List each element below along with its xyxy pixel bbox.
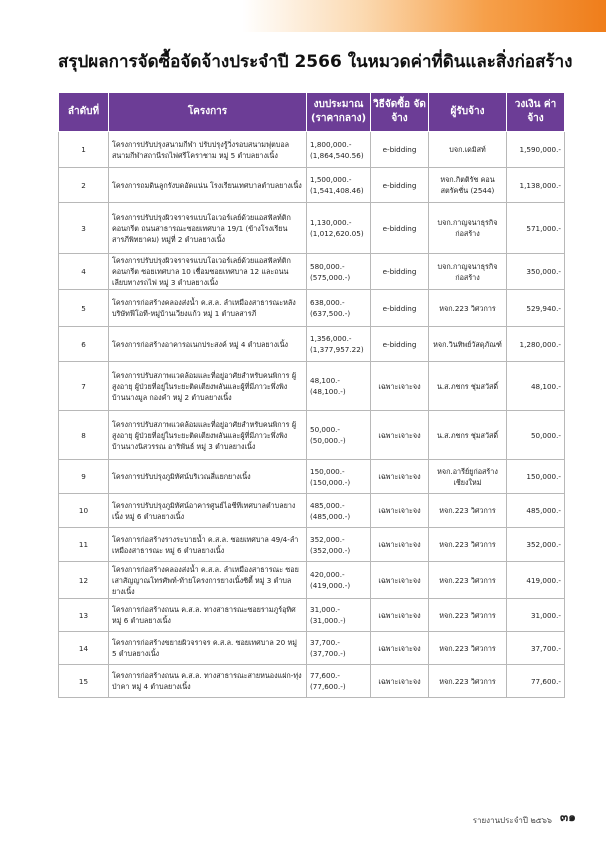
budget-text: 420,000.- [310,570,345,579]
page-title: สรุปผลการจัดซื้อจัดจ้างประจำปี 2566 ในหมวดค่าที่ดินและสิ่งก่อสร้าง [58,52,573,72]
table-row [59,411,565,460]
contractor-text: หจก.223 วิศวการ [439,676,496,686]
procurement-table [58,92,565,698]
row-project [109,599,307,632]
page-number: ๓๑ [560,810,576,824]
row-method [371,327,429,362]
contractor-text: หจก.223 วิศวการ [439,575,496,585]
contractor-text: หจก.223 วิศวการ [439,506,496,515]
table-row [59,528,565,562]
row-budget [307,411,371,460]
row-contractor [429,168,507,203]
row-project [109,203,307,254]
amount-text: 150,000.- [526,472,561,481]
row-number [59,599,109,632]
row-number [59,460,109,494]
budget-text: 352,000.- [310,534,345,544]
amount-text: 419,000.- [526,575,561,585]
row-number-text: 4 [81,267,86,276]
row-amount [507,132,565,168]
project-text: โครงการปรับปรุงภูมิทัศน์บริเวณสี่แยกยางเนิ้ง [112,472,251,481]
amount-text: 1,280,000.- [519,339,561,349]
row-number [59,290,109,327]
row-contractor [429,411,507,460]
row-budget [307,528,371,562]
contractor-text: น.ส.ภชกร ชุ่มสวัสดิ์ [436,430,499,440]
row-number-text: 11 [78,540,89,549]
row-contractor [429,203,507,254]
row-number-text: 12 [78,575,89,585]
contractor-text: หจก.223 วิศวการ [439,610,496,620]
median-price-text: (1,864,540.56) [310,150,364,160]
median-price-text: (77,600.-) [310,682,346,691]
row-budget [307,168,371,203]
row-number-text: 1 [81,145,86,154]
row-method [371,203,429,254]
header-budget: งบประมาณ (ราคากลาง) [307,93,371,132]
budget-text: 580,000.- [310,261,345,271]
contractor-text: บจก.กาญจนาธุรกิจก่อสร้าง [437,218,498,238]
row-number-text: 14 [78,643,89,653]
row-method [371,132,429,168]
contractor-text: หจก.วินทิพย์วัสดุภัณฑ์ [433,339,502,349]
row-project [109,632,307,665]
project-text: โครงการปรับสภาพแวดล้อมและที่อยู่อาศัยสำหรับคนพิการ ผู้สูงอายุ ผู้ป่วยที่อยู่ในระยะติดเตียงพลันและผู้ที่มีภาวะพึ่งพิง บ้านนางนิสวรรณ อาริพันธ์ หมู่ 3 ตำบลยางเนิ้ง [112,419,297,451]
row-amount [507,254,565,290]
row-project [109,528,307,562]
contractor-text: หจก.กิตติรัช คอนสตรัคชั่น (2544) [440,175,495,195]
row-contractor [429,362,507,411]
row-project [109,362,307,411]
row-amount [507,411,565,460]
method-text: เฉพาะเจาะจง [378,575,421,585]
row-number [59,254,109,290]
budget-text: 77,600.- [310,671,341,680]
row-amount [507,327,565,362]
table-row [59,132,565,168]
budget-text: 485,000.- [310,500,345,510]
contractor-text: น.ส.ภชกร ชุ่มสวัสดิ์ [436,381,499,391]
row-budget [307,203,371,254]
row-budget [307,290,371,327]
budget-text: 48,100.- [310,376,341,385]
row-project [109,168,307,203]
method-text: e-bidding [382,145,417,154]
row-budget [307,362,371,411]
contractor-text: บจก.กาญจนาธุรกิจก่อสร้าง [437,261,498,282]
amount-text: 352,000.- [526,540,561,549]
row-number-text: 15 [78,676,89,686]
project-text: โครงการก่อสร้างอาคารอเนกประสงค์ หมู่ 4 ตำบลยางเนิ้ง [112,339,289,349]
contractor-text: หจก.223 วิศวการ [439,303,496,313]
median-price-text: (485,000.-) [310,511,351,521]
row-contractor [429,599,507,632]
method-text: เฉพาะเจาะจง [378,430,421,440]
budget-text: 150,000.- [310,466,345,476]
budget-text: 1,500,000.- [310,175,352,184]
method-text: เฉพาะเจาะจง [378,381,421,391]
project-text: โครงการก่อสร้างคลองส่งน้ำ ค.ส.ล. ลำเหมืองสาธารณะ ซอยเสาสัญญาณโทรศัพท์-ท้ายโครงการยางเนิ้งซิตี้ หมู่ 3 ตำบลยางเนิ้ง [112,564,299,596]
table-row [59,168,565,203]
method-text: เฉพาะเจาะจง [378,610,421,620]
row-project [109,665,307,698]
budget-text: 1,800,000.- [310,139,352,149]
table-body [59,132,565,698]
row-budget [307,254,371,290]
footer-report-label: รายงานประจำปี ๒๕๖๖ [472,816,552,825]
row-number-text: 9 [81,472,86,481]
row-project [109,132,307,168]
row-amount [507,562,565,599]
median-price-text: (352,000.-) [310,545,351,555]
row-number [59,327,109,362]
project-text: โครงการก่อสร้างรางระบายน้ำ ค.ส.ล. ซอยเทศบาล 49/4-ลำเหมืองสาธารณะ หมู่ 6 ตำบลยางเนิ้ง [112,534,299,555]
row-amount [507,665,565,698]
row-method [371,254,429,290]
row-budget [307,632,371,665]
method-text: e-bidding [382,267,417,276]
project-text: โครงการปรับปรุงผิวจราจรแบบโอเวอร์เลย์ด้วยแอสฟัลท์ติกคอนกรีต ถนนสาธารณะซอยเทศบาล 19/1 (ข้างโรงเรียนสารภีพิทยาคม) หมู่ที่ 2 ตำบลยางเนิ้ง [112,212,291,244]
table-row [59,362,565,411]
row-method [371,528,429,562]
header-contractor: ผู้รับจ้าง [429,93,507,132]
table-row [59,460,565,494]
method-text: เฉพาะเจาะจง [378,540,421,549]
budget-text: 37,700.- [310,638,341,647]
median-price-text: (575,000.-) [310,272,351,282]
table-row [59,254,565,290]
row-contractor [429,562,507,599]
row-method [371,599,429,632]
contractor-text: บจก.เดมิสท์ [449,145,486,154]
amount-text: 77,600.- [530,676,561,686]
budget-text: 50,000.- [310,425,341,434]
row-method [371,494,429,528]
row-project [109,562,307,599]
project-text: โครงการปรับปรุงภูมิทัศน์อาคารศูนย์ไอซีทีเทศบาลตำบลยางเนิ้ง หมู่ 6 ตำบลยางเนิ้ง [112,500,296,521]
amount-text: 529,940.- [526,303,561,313]
row-method [371,460,429,494]
table-row [59,327,565,362]
method-text: เฉพาะเจาะจง [378,472,421,481]
budget-text: 638,000.- [310,298,345,307]
row-number-text: 6 [81,339,86,349]
row-amount [507,362,565,411]
project-text: โครงการถมดินลูกรังบดอัดแน่น โรงเรียนเทศบาลตำบลยางเนิ้ง [112,180,302,190]
row-method [371,290,429,327]
median-price-text: (1,541,408.46) [310,186,364,195]
median-price-text: (150,000.-) [310,477,351,487]
row-method [371,362,429,411]
row-contractor [429,132,507,168]
header-amount: วงเงิน ค่าจ้าง [507,93,565,132]
amount-text: 48,100.- [530,381,561,391]
row-number-text: 5 [81,303,86,313]
row-contractor [429,460,507,494]
row-contractor [429,327,507,362]
row-budget [307,132,371,168]
amount-text: 50,000.- [530,430,561,440]
row-budget [307,562,371,599]
median-price-text: (1,377,957.22) [310,345,364,354]
row-amount [507,494,565,528]
table-row [59,632,565,665]
amount-text: 485,000.- [526,506,561,515]
row-method [371,411,429,460]
row-number [59,494,109,528]
method-text: เฉพาะเจาะจง [378,643,421,653]
contractor-text: หจก.223 วิศวการ [439,643,496,653]
header-method: วิธีจัดซื้อ จัดจ้าง [371,93,429,132]
median-price-text: (50,000.-) [310,436,346,445]
row-number-text: 2 [81,180,86,190]
project-text: โครงการก่อสร้างถนน ค.ส.ล. ทางสาธารณะซอยรามภูร์อุทิศ หมู่ 6 ตำบลยางเนิ้ง [112,605,296,625]
method-text: e-bidding [382,223,417,233]
row-project [109,254,307,290]
row-method [371,632,429,665]
budget-text: 1,130,000.- [310,218,352,227]
row-method [371,562,429,599]
method-text: e-bidding [382,180,417,190]
table-row [59,665,565,698]
row-number-text: 7 [81,381,86,391]
row-amount [507,632,565,665]
median-price-text: (419,000.-) [310,581,351,590]
row-number-text: 13 [78,610,89,620]
row-number-text: 3 [81,223,86,233]
median-price-text: (1,012,620.05) [310,229,364,238]
row-number [59,632,109,665]
row-number [59,132,109,168]
method-text: e-bidding [382,303,417,313]
project-text: โครงการก่อสร้างขยายผิวจราจร ค.ส.ล. ซอยเทศบาล 20 หมู่ 5 ตำบลยางเนิ้ง [112,638,297,658]
row-project [109,290,307,327]
row-number [59,362,109,411]
row-number [59,168,109,203]
row-amount [507,290,565,327]
row-number [59,411,109,460]
table-row [59,494,565,528]
row-method [371,168,429,203]
project-text: โครงการก่อสร้างคลองส่งน้ำ ค.ส.ล. ลำเหมืองสาธารณะหลังบริษัทฟีโอที-หมู่บ้านเวียงแก้ว หมู่ 1 ตำบลสารภี [112,298,296,318]
amount-text: 350,000.- [526,267,561,276]
table-row [59,562,565,599]
row-budget [307,327,371,362]
row-number-text: 10 [78,506,89,515]
row-amount [507,168,565,203]
row-amount [507,599,565,632]
row-method [371,665,429,698]
header-orange-bar [0,0,606,32]
row-number [59,562,109,599]
contractor-text: หจก.อารีย์ยูก่อสร้างเชียงใหม่ [437,466,498,487]
row-contractor [429,528,507,562]
median-price-text: (637,500.-) [310,309,351,318]
row-budget [307,665,371,698]
method-text: เฉพาะเจาะจง [378,506,421,515]
budget-text: 31,000.- [310,605,341,614]
row-budget [307,494,371,528]
row-amount [507,460,565,494]
amount-text: 1,138,000.- [519,180,561,190]
method-text: e-bidding [382,339,417,349]
table-row [59,290,565,327]
contractor-text: หจก.223 วิศวการ [439,540,496,549]
median-price-text: (37,700.-) [310,649,346,658]
project-text: โครงการปรับปรุงผิวจราจรแบบโอเวอร์เลย์ด้วยแอสฟัลท์ติกคอนกรีต ซอยเทศบาล 10 เชื่อมซอยเทศบาล 12 และถนนเลียบทางรถไฟ หมู่ 3 ตำบลยางเนิ้ง [112,256,291,287]
amount-text: 37,700.- [530,643,561,653]
row-number [59,203,109,254]
row-number-text: 8 [81,430,86,440]
row-contractor [429,254,507,290]
row-number [59,528,109,562]
amount-text: 1,590,000.- [519,145,561,154]
project-text: โครงการก่อสร้างถนน ค.ส.ล. ทางสาธารณะสายหนองแฝก-ทุ่งป่าคา หมู่ 4 ตำบลยางเนิ้ง [112,671,302,691]
row-contractor [429,290,507,327]
row-budget [307,460,371,494]
row-project [109,411,307,460]
method-text: เฉพาะเจาะจง [378,676,421,686]
row-amount [507,528,565,562]
header-project: โครงการ [109,93,307,132]
table-header-row [59,93,565,132]
row-contractor [429,494,507,528]
amount-text: 31,000.- [530,610,561,620]
median-price-text: (48,100.-) [310,387,346,396]
table-row [59,599,565,632]
amount-text: 571,000.- [526,223,561,233]
row-number [59,665,109,698]
header-no: ลำดับที่ [59,93,109,132]
row-project [109,494,307,528]
project-text: โครงการปรับสภาพแวดล้อมและที่อยู่อาศัยสำหรับคนพิการ ผู้สูงอายุ ผู้ป่วยที่อยู่ในระยะติดเตียงพลันและผู้ที่มีภาวะพึ่งพิง บ้านนางมูล กองคำ หมู่ 2 ตำบลยางเนิ้ง [112,370,297,402]
project-text: โครงการปรับปรุงสนามกีฬา ปรับปรุงรู้วิ่งรอบสนามฟุตบอล สนามกีฬาสถานีรถไฟศรีโคราชาม หมู่ 5 ตำบลยางเนิ้ง [112,139,290,160]
row-amount [507,203,565,254]
budget-text: 1,356,000.- [310,334,352,343]
median-price-text: (31,000.-) [310,616,346,625]
row-contractor [429,665,507,698]
table-row [59,203,565,254]
row-project [109,327,307,362]
row-contractor [429,632,507,665]
row-project [109,460,307,494]
row-budget [307,599,371,632]
